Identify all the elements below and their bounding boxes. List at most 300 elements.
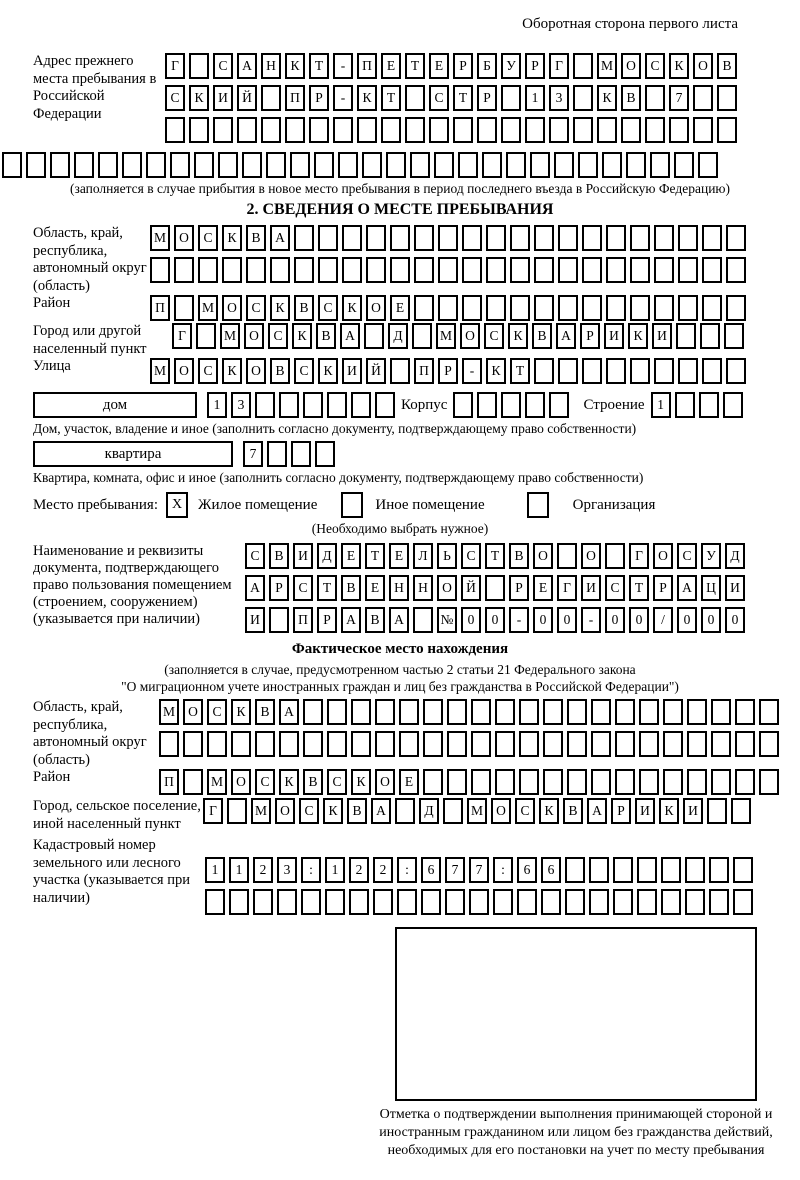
char-cell[interactable] [606,295,626,321]
char-cell[interactable]: Д [388,323,408,349]
char-cell[interactable] [485,575,505,601]
char-cell[interactable]: М [198,295,218,321]
char-cell[interactable]: О [244,323,264,349]
char-cell[interactable] [726,225,746,251]
char-cell[interactable]: И [604,323,624,349]
char-cell[interactable] [342,257,362,283]
char-cell[interactable] [218,152,238,178]
char-cell[interactable]: Н [413,575,433,601]
char-cell[interactable] [165,117,185,143]
char-cell[interactable]: Й [461,575,481,601]
char-cell[interactable] [314,152,334,178]
char-cell[interactable] [669,117,689,143]
char-cell[interactable] [375,699,395,725]
char-cell[interactable] [639,699,659,725]
char-cell[interactable] [591,769,611,795]
char-cell[interactable] [700,323,720,349]
char-cell[interactable]: Т [309,53,329,79]
char-cell[interactable]: В [246,225,266,251]
char-cell[interactable]: С [293,575,313,601]
char-cell[interactable]: А [371,798,391,824]
char-cell[interactable]: - [333,85,353,111]
char-cell[interactable] [189,53,209,79]
char-cell[interactable] [654,295,674,321]
char-cell[interactable] [567,731,587,757]
char-cell[interactable] [678,257,698,283]
char-cell[interactable]: Е [390,295,410,321]
char-cell[interactable] [573,85,593,111]
char-cell[interactable] [678,225,698,251]
char-cell[interactable]: К [486,358,506,384]
char-cell[interactable] [637,857,657,883]
char-cell[interactable] [717,85,737,111]
char-cell[interactable]: О [460,323,480,349]
char-cell[interactable]: Р [438,358,458,384]
char-cell[interactable]: - [333,53,353,79]
char-cell[interactable] [578,152,598,178]
char-cell[interactable] [726,358,746,384]
char-cell[interactable] [724,323,744,349]
char-cell[interactable]: - [462,358,482,384]
char-cell[interactable] [412,323,432,349]
char-cell[interactable] [303,699,323,725]
char-cell[interactable] [589,889,609,915]
char-cell[interactable] [303,731,323,757]
char-cell[interactable] [543,731,563,757]
char-cell[interactable]: Т [381,85,401,111]
char-cell[interactable]: С [246,295,266,321]
char-cell[interactable]: Р [653,575,673,601]
char-cell[interactable] [733,857,753,883]
char-cell[interactable]: К [222,225,242,251]
char-cell[interactable] [639,731,659,757]
char-cell[interactable] [582,358,602,384]
char-cell[interactable] [731,798,751,824]
char-cell[interactable]: Б [477,53,497,79]
char-cell[interactable] [630,225,650,251]
char-cell[interactable] [462,225,482,251]
char-cell[interactable] [630,295,650,321]
char-cell[interactable] [687,769,707,795]
char-cell[interactable]: С [605,575,625,601]
char-cell[interactable] [386,152,406,178]
char-cell[interactable]: : [493,857,513,883]
char-cell[interactable] [399,731,419,757]
char-cell[interactable] [698,152,718,178]
char-cell[interactable] [606,225,626,251]
char-cell[interactable]: Р [269,575,289,601]
char-cell[interactable] [678,358,698,384]
char-cell[interactable] [519,731,539,757]
char-cell[interactable]: К [357,85,377,111]
char-cell[interactable]: Ц [701,575,721,601]
char-cell[interactable]: 0 [701,607,721,633]
char-cell[interactable] [573,53,593,79]
char-cell[interactable] [445,889,465,915]
char-cell[interactable] [557,543,577,569]
char-cell[interactable]: Л [413,543,433,569]
char-cell[interactable] [405,117,425,143]
char-cell[interactable]: К [539,798,559,824]
char-cell[interactable]: О [174,225,194,251]
char-cell[interactable] [685,889,705,915]
char-cell[interactable]: К [318,358,338,384]
char-cell[interactable] [602,152,622,178]
char-cell[interactable]: Т [405,53,425,79]
char-cell[interactable] [510,225,530,251]
char-cell[interactable]: В [347,798,367,824]
char-cell[interactable] [338,152,358,178]
char-cell[interactable] [471,699,491,725]
char-cell[interactable]: 0 [677,607,697,633]
char-cell[interactable] [685,857,705,883]
char-cell[interactable] [493,889,513,915]
char-cell[interactable]: О [366,295,386,321]
char-cell[interactable] [626,152,646,178]
char-cell[interactable] [375,392,395,418]
char-cell[interactable]: П [414,358,434,384]
char-cell[interactable]: О [246,358,266,384]
char-cell[interactable] [174,295,194,321]
char-cell[interactable] [726,257,746,283]
char-cell[interactable] [327,699,347,725]
char-cell[interactable] [519,769,539,795]
char-cell[interactable] [654,225,674,251]
char-cell[interactable]: В [269,543,289,569]
char-cell[interactable]: 0 [725,607,745,633]
char-cell[interactable]: М [159,699,179,725]
char-cell[interactable] [554,152,574,178]
char-cell[interactable] [723,392,743,418]
char-cell[interactable] [702,295,722,321]
char-cell[interactable]: 2 [373,857,393,883]
char-cell[interactable] [709,889,729,915]
char-cell[interactable]: У [501,53,521,79]
char-cell[interactable] [414,295,434,321]
char-cell[interactable]: И [213,85,233,111]
char-cell[interactable] [351,731,371,757]
char-cell[interactable]: Е [341,543,361,569]
char-cell[interactable]: Е [389,543,409,569]
char-cell[interactable] [630,257,650,283]
char-cell[interactable]: С [318,295,338,321]
char-cell[interactable] [541,889,561,915]
char-cell[interactable] [506,152,526,178]
char-cell[interactable]: С [165,85,185,111]
char-cell[interactable] [303,392,323,418]
char-cell[interactable] [613,889,633,915]
char-cell[interactable]: К [292,323,312,349]
char-cell[interactable]: 1 [651,392,671,418]
char-cell[interactable] [2,152,22,178]
apartment-type-box[interactable]: квартира [33,441,233,467]
char-cell[interactable] [222,257,242,283]
char-cell[interactable]: М [150,358,170,384]
char-cell[interactable]: П [285,85,305,111]
char-cell[interactable] [290,152,310,178]
char-cell[interactable] [606,358,626,384]
char-cell[interactable] [462,257,482,283]
char-cell[interactable] [517,889,537,915]
char-cell[interactable]: С [245,543,265,569]
char-cell[interactable] [759,731,779,757]
char-cell[interactable]: : [301,857,321,883]
char-cell[interactable] [687,699,707,725]
char-cell[interactable]: Р [453,53,473,79]
char-cell[interactable] [301,889,321,915]
char-cell[interactable]: Т [510,358,530,384]
char-cell[interactable] [482,152,502,178]
char-cell[interactable] [242,152,262,178]
char-cell[interactable] [327,731,347,757]
char-cell[interactable] [269,607,289,633]
char-cell[interactable] [309,117,329,143]
char-cell[interactable]: А [556,323,576,349]
char-cell[interactable]: Г [203,798,223,824]
char-cell[interactable]: А [389,607,409,633]
char-cell[interactable]: М [597,53,617,79]
char-cell[interactable] [597,117,617,143]
char-cell[interactable]: М [436,323,456,349]
char-cell[interactable] [410,152,430,178]
char-cell[interactable] [342,225,362,251]
char-cell[interactable] [558,225,578,251]
char-cell[interactable]: Е [399,769,419,795]
char-cell[interactable]: О [693,53,713,79]
char-cell[interactable]: А [587,798,607,824]
char-cell[interactable] [615,769,635,795]
char-cell[interactable]: И [342,358,362,384]
char-cell[interactable]: В [255,699,275,725]
char-cell[interactable] [390,225,410,251]
char-cell[interactable]: С [461,543,481,569]
char-cell[interactable]: Т [365,543,385,569]
char-cell[interactable] [429,117,449,143]
char-cell[interactable] [525,117,545,143]
char-cell[interactable]: 2 [253,857,273,883]
char-cell[interactable] [654,257,674,283]
char-cell[interactable]: В [316,323,336,349]
char-cell[interactable]: Р [525,53,545,79]
char-cell[interactable]: 7 [669,85,689,111]
char-cell[interactable]: А [270,225,290,251]
char-cell[interactable]: Г [165,53,185,79]
char-cell[interactable]: С [255,769,275,795]
char-cell[interactable] [615,699,635,725]
char-cell[interactable]: 3 [231,392,251,418]
char-cell[interactable]: Е [429,53,449,79]
char-cell[interactable] [510,295,530,321]
char-cell[interactable]: 0 [605,607,625,633]
char-cell[interactable] [582,225,602,251]
char-cell[interactable]: Е [381,53,401,79]
char-cell[interactable]: Н [389,575,409,601]
char-cell[interactable] [362,152,382,178]
char-cell[interactable] [318,257,338,283]
char-cell[interactable] [285,117,305,143]
char-cell[interactable] [495,769,515,795]
char-cell[interactable]: У [701,543,721,569]
char-cell[interactable]: Р [477,85,497,111]
char-cell[interactable] [661,857,681,883]
char-cell[interactable] [663,699,683,725]
char-cell[interactable]: - [509,607,529,633]
char-cell[interactable]: О [174,358,194,384]
char-cell[interactable] [565,857,585,883]
char-cell[interactable] [207,731,227,757]
char-cell[interactable]: Е [533,575,553,601]
char-cell[interactable]: О [581,543,601,569]
char-cell[interactable] [702,257,722,283]
char-cell[interactable] [558,295,578,321]
char-cell[interactable] [196,323,216,349]
char-cell[interactable] [231,731,251,757]
char-cell[interactable]: Д [725,543,745,569]
char-cell[interactable]: Г [557,575,577,601]
char-cell[interactable] [255,392,275,418]
char-cell[interactable]: К [508,323,528,349]
char-cell[interactable]: С [198,225,218,251]
char-cell[interactable] [573,117,593,143]
char-cell[interactable] [709,857,729,883]
char-cell[interactable] [501,85,521,111]
char-cell[interactable]: 1 [525,85,545,111]
char-cell[interactable]: С [213,53,233,79]
char-cell[interactable] [357,117,377,143]
stay-type-checkbox-organization[interactable] [527,492,549,518]
char-cell[interactable] [606,257,626,283]
char-cell[interactable] [453,117,473,143]
char-cell[interactable]: 6 [517,857,537,883]
char-cell[interactable]: В [270,358,290,384]
char-cell[interactable] [438,295,458,321]
char-cell[interactable] [549,117,569,143]
char-cell[interactable]: / [653,607,673,633]
stay-type-checkbox-other-premises[interactable] [341,492,363,518]
char-cell[interactable]: К [222,358,242,384]
char-cell[interactable] [261,85,281,111]
char-cell[interactable] [567,769,587,795]
char-cell[interactable]: И [683,798,703,824]
char-cell[interactable]: С [268,323,288,349]
char-cell[interactable] [413,607,433,633]
char-cell[interactable] [501,117,521,143]
char-cell[interactable]: И [293,543,313,569]
char-cell[interactable] [605,543,625,569]
char-cell[interactable] [146,152,166,178]
char-cell[interactable] [315,441,335,467]
char-cell[interactable] [654,358,674,384]
char-cell[interactable] [549,392,569,418]
char-cell[interactable] [351,699,371,725]
char-cell[interactable]: К [323,798,343,824]
char-cell[interactable] [543,699,563,725]
char-cell[interactable] [676,323,696,349]
house-type-box[interactable]: дом [33,392,197,418]
char-cell[interactable]: А [677,575,697,601]
char-cell[interactable]: П [150,295,170,321]
char-cell[interactable] [471,731,491,757]
char-cell[interactable] [447,699,467,725]
char-cell[interactable]: П [293,607,313,633]
char-cell[interactable] [621,117,641,143]
char-cell[interactable] [501,392,521,418]
char-cell[interactable]: Т [485,543,505,569]
char-cell[interactable]: К [285,53,305,79]
char-cell[interactable] [213,117,233,143]
char-cell[interactable]: И [581,575,601,601]
char-cell[interactable]: Р [309,85,329,111]
char-cell[interactable] [364,323,384,349]
stay-type-checkbox-residential[interactable]: X [166,492,188,518]
char-cell[interactable] [423,699,443,725]
char-cell[interactable] [663,731,683,757]
char-cell[interactable]: С [207,699,227,725]
char-cell[interactable]: С [515,798,535,824]
char-cell[interactable] [434,152,454,178]
char-cell[interactable] [534,257,554,283]
char-cell[interactable] [678,295,698,321]
char-cell[interactable]: 0 [461,607,481,633]
char-cell[interactable] [534,225,554,251]
char-cell[interactable] [366,225,386,251]
char-cell[interactable] [582,295,602,321]
char-cell[interactable] [675,392,695,418]
char-cell[interactable]: К [597,85,617,111]
char-cell[interactable]: И [635,798,655,824]
char-cell[interactable] [74,152,94,178]
char-cell[interactable]: И [725,575,745,601]
char-cell[interactable]: С [677,543,697,569]
char-cell[interactable]: Е [365,575,385,601]
char-cell[interactable] [50,152,70,178]
char-cell[interactable] [366,257,386,283]
char-cell[interactable] [279,392,299,418]
char-cell[interactable] [613,857,633,883]
char-cell[interactable] [98,152,118,178]
char-cell[interactable]: С [327,769,347,795]
char-cell[interactable]: Ь [437,543,457,569]
char-cell[interactable] [702,358,722,384]
char-cell[interactable]: 3 [277,857,297,883]
char-cell[interactable] [159,731,179,757]
char-cell[interactable]: К [351,769,371,795]
char-cell[interactable] [462,295,482,321]
char-cell[interactable]: В [294,295,314,321]
char-cell[interactable] [645,117,665,143]
char-cell[interactable] [279,731,299,757]
char-cell[interactable]: 7 [469,857,489,883]
char-cell[interactable]: А [341,607,361,633]
char-cell[interactable] [663,769,683,795]
char-cell[interactable] [294,257,314,283]
char-cell[interactable] [702,225,722,251]
char-cell[interactable] [183,769,203,795]
char-cell[interactable] [266,152,286,178]
char-cell[interactable]: О [437,575,457,601]
char-cell[interactable]: К [189,85,209,111]
char-cell[interactable]: : [397,857,417,883]
char-cell[interactable] [469,889,489,915]
char-cell[interactable] [693,85,713,111]
char-cell[interactable]: № [437,607,457,633]
char-cell[interactable]: К [669,53,689,79]
char-cell[interactable]: М [150,225,170,251]
char-cell[interactable]: О [222,295,242,321]
char-cell[interactable]: 6 [541,857,561,883]
char-cell[interactable] [183,731,203,757]
char-cell[interactable] [486,295,506,321]
